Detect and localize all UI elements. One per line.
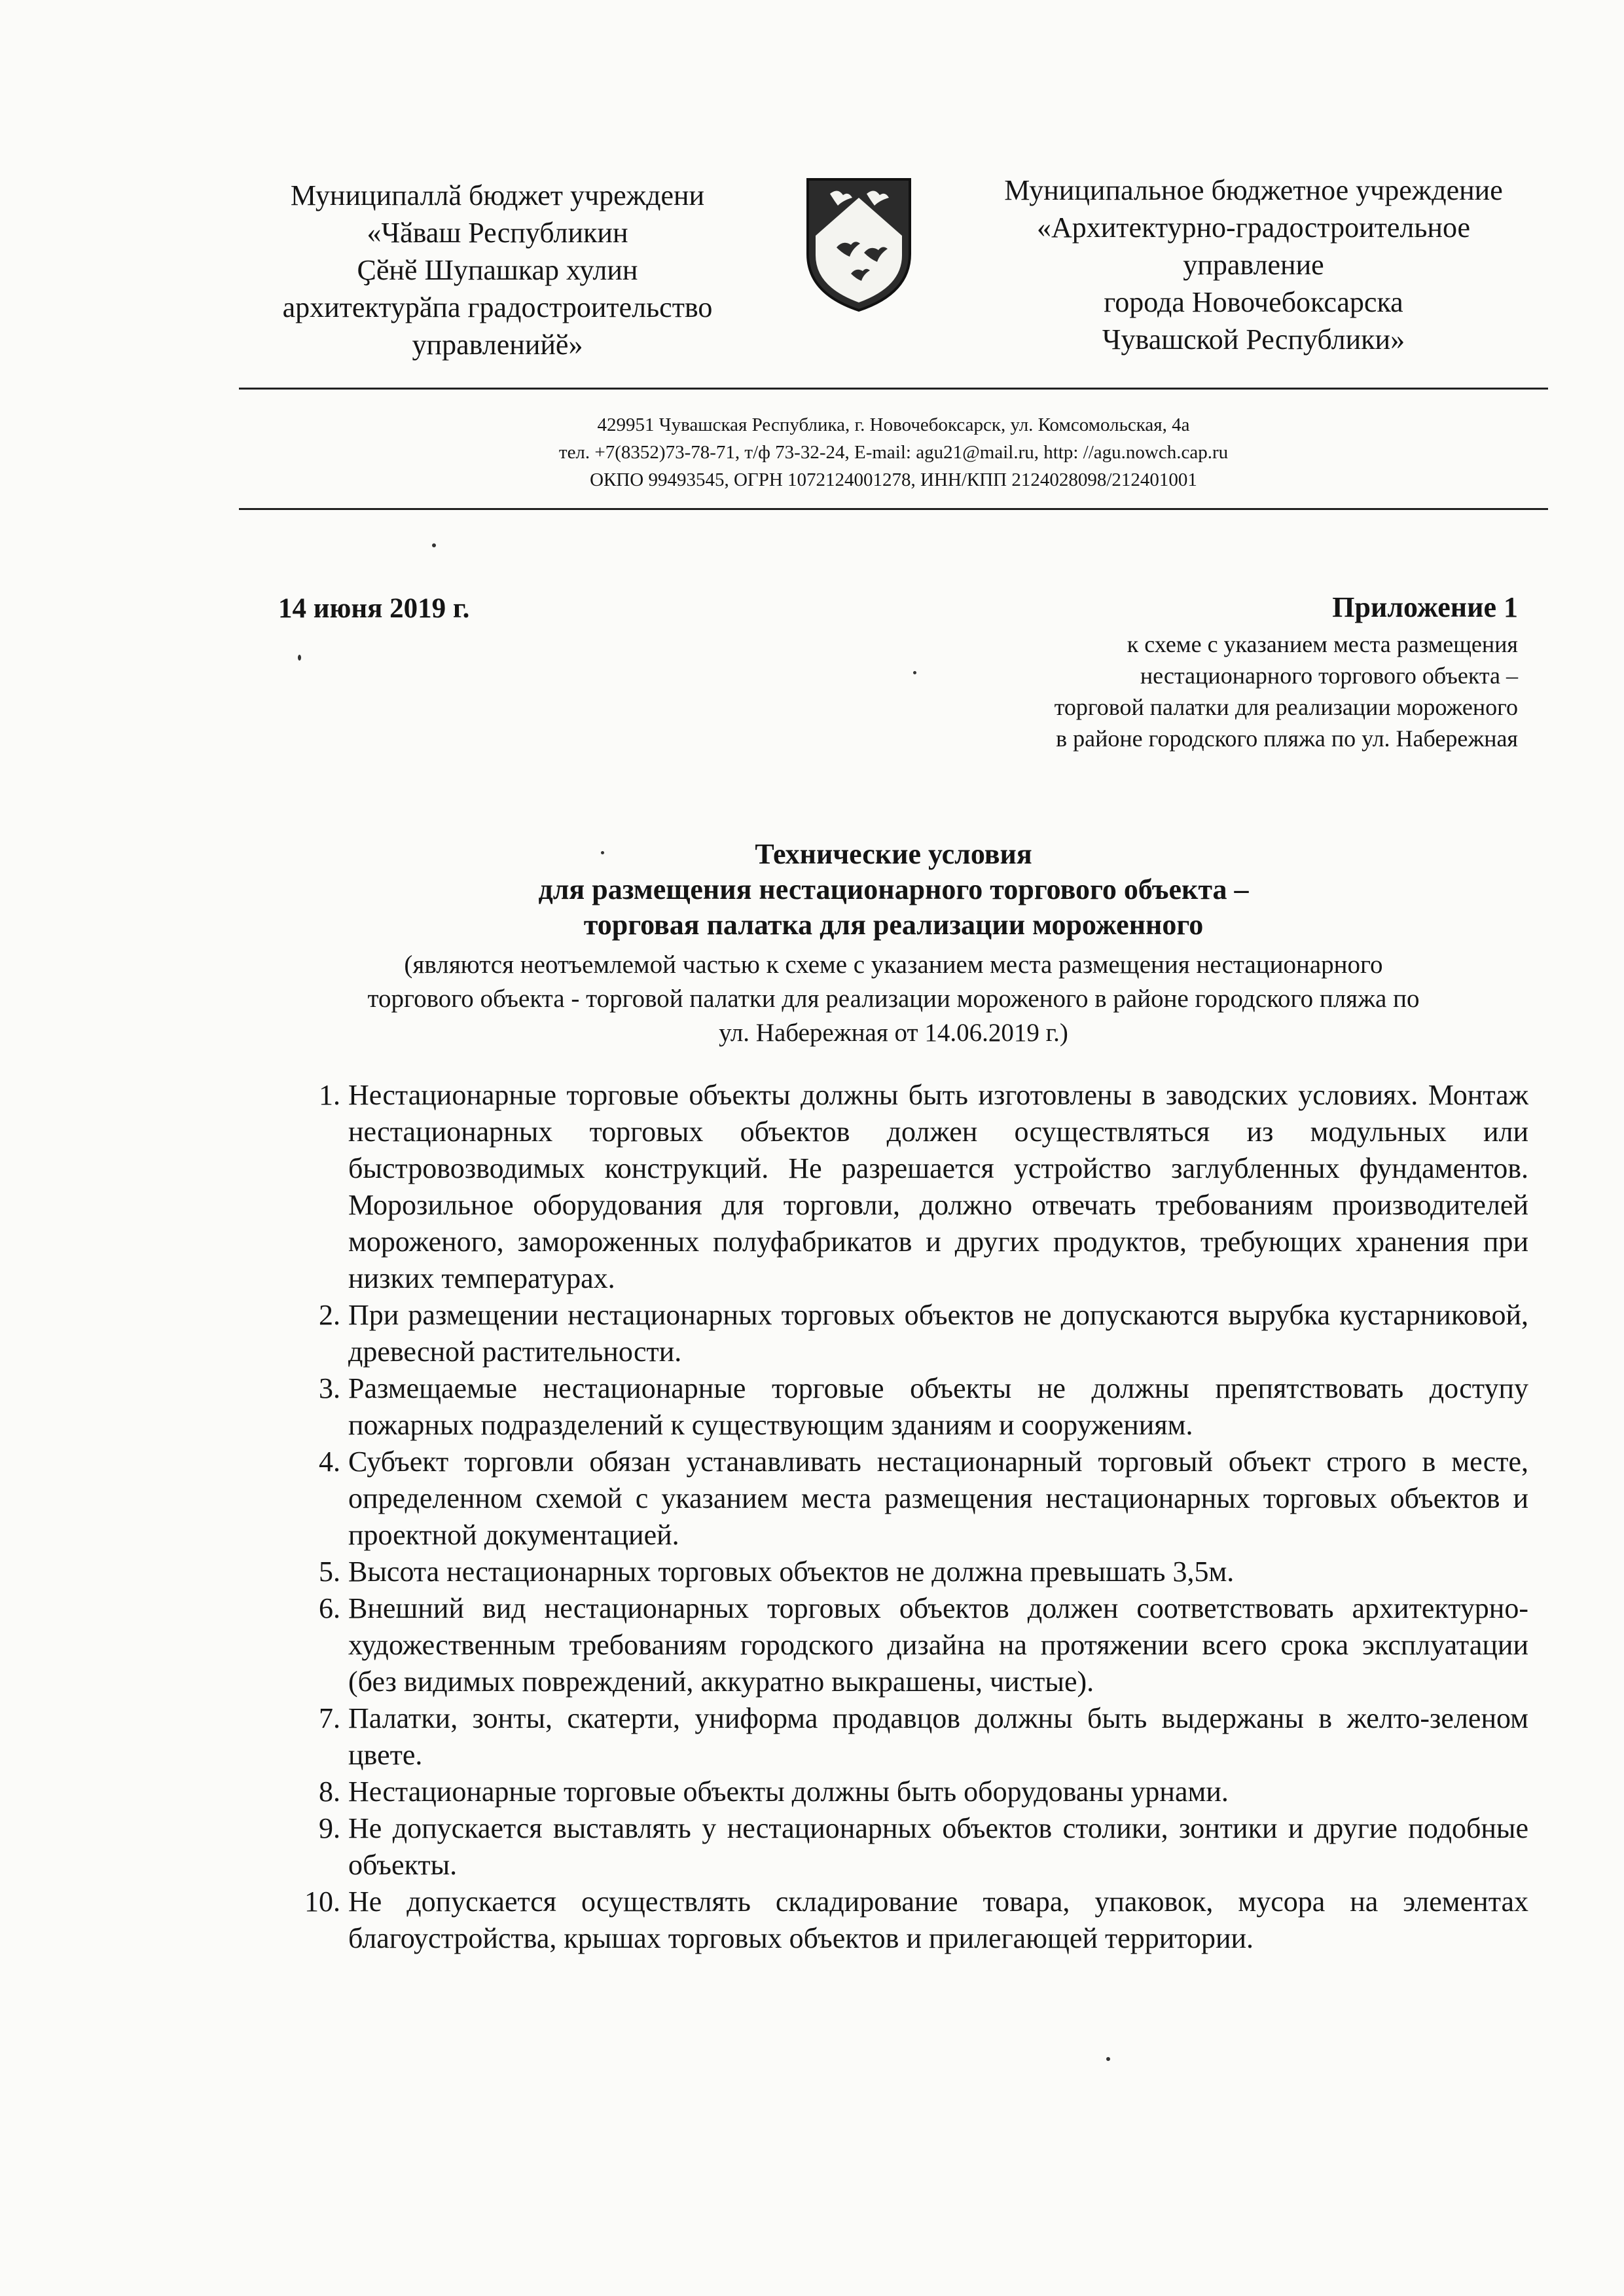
item-number: 6.	[319, 1592, 340, 1624]
document-date: 14 июня 2019 г.	[278, 593, 470, 624]
item-text: Не допускается осуществлять складирование товара, упаковок, мусора на элементах благоустройства, крышах торговых объектов и прилегающей территории.	[348, 1886, 1528, 1954]
item-number: 3.	[319, 1372, 340, 1404]
appendix-line: в районе городского пляжа по ул. Набережная	[1056, 725, 1518, 752]
header-right-line: города Новочебоксарска	[1104, 286, 1403, 318]
list-item	[288, 1370, 1528, 1444]
header-left-line: «Чӑваш Республикин	[367, 217, 628, 249]
item-text: Нестационарные торговые объекты должны быть изготовлены в заводских условиях. Монтаж нестационарных торговых объектов должен осуществляться из модульных или быстровозводимых конструкций. Не разрешается устройство заглубленных фундаментов. Морозильное оборудования для торговли, должно отвечать требованиям производителей мороженого, замороженных полуфабрикатов и других продуктов, требующих хранения при низких температурах.	[348, 1079, 1528, 1294]
header-right-line: Муниципальное бюджетное учреждение	[1004, 174, 1503, 206]
header-divider-top	[239, 388, 1548, 390]
contacts-registration: ОКПО 99493545, ОГРН 1072124001278, ИНН/КПП 2124028098/212401001	[590, 469, 1197, 490]
appendix-line: торговой палатки для реализации мороженого	[1054, 694, 1518, 720]
item-number: 9.	[319, 1812, 340, 1844]
header-left-line: архитектурӑпа градостроительство	[282, 291, 713, 323]
header-left-line: Ҫӗнӗ Шупашкар хулин	[357, 254, 638, 286]
scan-speck	[432, 543, 436, 547]
note-line: ул. Набережная от 14.06.2019 г.)	[719, 1019, 1068, 1047]
item-text: При размещении нестационарных торговых объектов не допускаются вырубка кустарниковой, древесной растительности.	[348, 1299, 1528, 1368]
appendix-line: нестационарного торгового объекта –	[1140, 663, 1518, 689]
item-number: 8.	[319, 1776, 340, 1808]
item-number: 7.	[319, 1702, 340, 1734]
scan-speck	[913, 671, 916, 674]
header-right-line: «Архитектурно-градостроительное	[1036, 211, 1471, 244]
appendix-caption	[863, 629, 1518, 754]
scan-speck	[298, 655, 301, 661]
header-right-line: Чувашской Республики»	[1102, 323, 1405, 355]
title-line: для размещения нестационарного торгового объекта –	[538, 873, 1249, 905]
item-text: Внешний вид нестационарных торговых объектов должен соответствовать архитектурно-художественным требованиям городского дизайна на протяжении всего срока эксплуатации (без видимых повреждений, аккуратно выкрашены, чистые).	[348, 1592, 1528, 1698]
contacts-address: 429951 Чувашская Республика, г. Новочебоксарск, ул. Комсомольская, 4а	[597, 414, 1190, 435]
item-number: 1.	[319, 1079, 340, 1111]
list-item	[288, 1590, 1528, 1700]
item-text: Палатки, зонты, скатерти, униформа продавцов должны быть выдержаны в желто-зеленом цвете.	[348, 1702, 1528, 1771]
item-text: Высота нестационарных торговых объектов не должна превышать 3,5м.	[348, 1556, 1235, 1588]
title-line: торговая палатка для реализации мороженного	[583, 909, 1204, 941]
list-item	[288, 1810, 1528, 1884]
organization-contacts	[239, 411, 1548, 494]
list-item	[288, 1884, 1528, 1957]
document-note	[239, 948, 1548, 1050]
header-divider-bottom	[239, 508, 1548, 510]
title-line: Технические условия	[755, 838, 1032, 870]
list-item	[288, 1297, 1528, 1370]
note-line: (являются неотъемлемой частью к схеме с указанием места размещения нестационарного	[404, 951, 1383, 979]
note-line: торгового объекта - торговой палатки для реализации мороженого в районе городского пляжа по	[367, 985, 1420, 1013]
header-chuvash-name	[242, 177, 753, 363]
item-number: 2.	[319, 1299, 340, 1331]
header-left-line: Муниципаллӑ бюджет учреждени	[290, 179, 705, 211]
conditions-list	[288, 1077, 1528, 1957]
header-left-line: управленийӗ»	[412, 329, 583, 361]
appendix-title: Приложение 1	[1332, 591, 1518, 623]
item-text: Нестационарные торговые объекты должны быть оборудованы урнами.	[348, 1776, 1229, 1808]
list-item	[288, 1444, 1528, 1554]
list-item	[288, 1774, 1528, 1810]
scan-speck	[601, 851, 604, 854]
header-right-line: управление	[1183, 249, 1324, 281]
appendix-line: к схеме с указанием места размещения	[1127, 631, 1518, 657]
list-item	[288, 1077, 1528, 1297]
document-title	[239, 837, 1548, 943]
item-number: 10.	[304, 1886, 340, 1918]
item-number: 5.	[319, 1556, 340, 1588]
item-text: Размещаемые нестационарные торговые объекты не должны препятствовать доступу пожарных подразделений к существующим зданиям и сооружениям.	[348, 1372, 1528, 1441]
scan-speck	[1106, 2057, 1110, 2061]
contacts-phone-email: тел. +7(8352)73-78-71, т/ф 73-32-24, E-mail: agu21@mail.ru, http: //agu.nowch.cap.ru	[558, 442, 1229, 463]
header-russian-name	[959, 172, 1548, 358]
item-text: Не допускается выставлять у нестационарных объектов столики, зонтики и другие подобные объекты.	[348, 1812, 1528, 1881]
item-text: Субъект торговли обязан устанавливать нестационарный торговый объект строго в месте, определенном схемой с указанием места размещения нестационарных торговых объектов и проектной документацией.	[348, 1446, 1528, 1551]
list-item	[288, 1554, 1528, 1590]
city-coat-of-arms-icon	[804, 175, 914, 314]
item-number: 4.	[319, 1446, 340, 1478]
list-item	[288, 1700, 1528, 1774]
